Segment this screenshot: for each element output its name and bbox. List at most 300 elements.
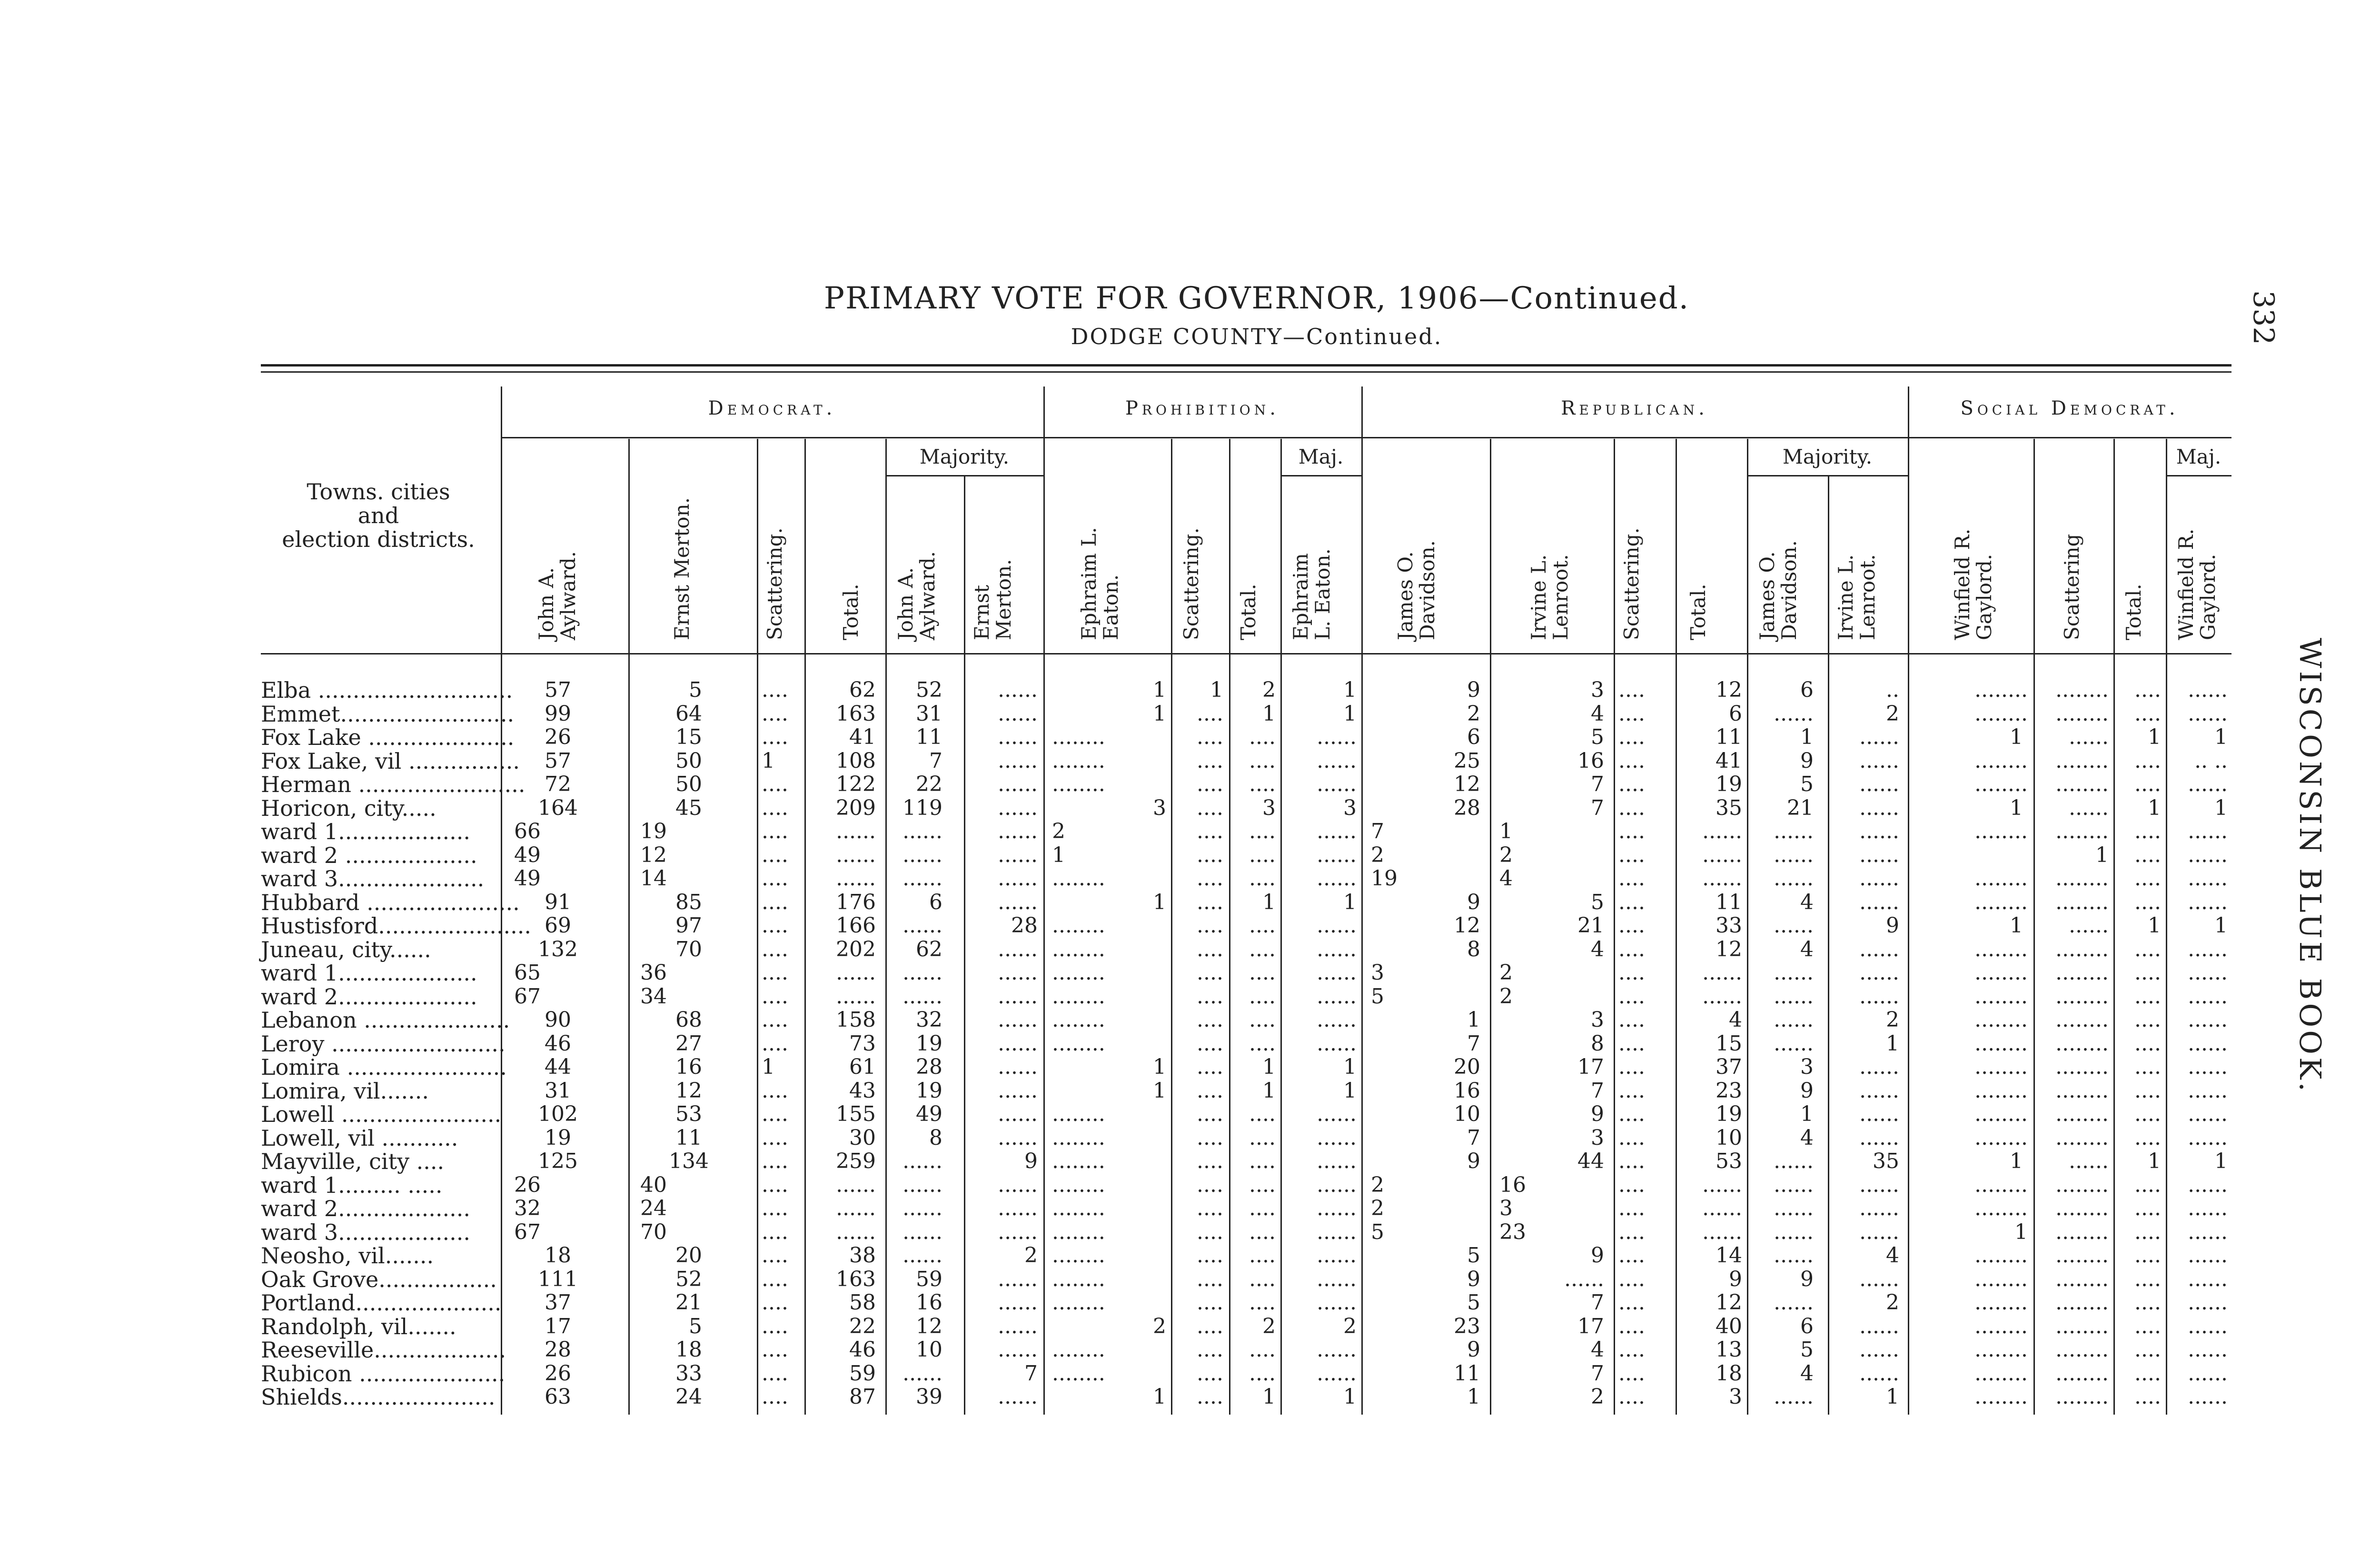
column-header: Scattering (2060, 534, 2083, 640)
vote-cell: ...... (2188, 1126, 2228, 1150)
vote-cell: 49 (514, 866, 541, 891)
vote-cell: 1 (1262, 890, 1276, 914)
vote-cell: 1 (1153, 1079, 1166, 1103)
vote-cell: 62 (849, 678, 876, 702)
town-name: ward 1................... (261, 819, 470, 844)
vote-cell: .. .. (2194, 749, 2228, 773)
vote-cell: ...... (1774, 1149, 1814, 1173)
vote-cell: 1 (2148, 796, 2161, 820)
vote-cell: 5 (1467, 1243, 1480, 1268)
vote-cell: 85 (675, 890, 702, 914)
vote-cell: ...... (1317, 1220, 1357, 1244)
vote-cell: .... (1249, 913, 1276, 938)
vote-cell: .... (762, 796, 788, 820)
running-head: WISCONSIN BLUE BOOK. (2293, 638, 2328, 1095)
vote-cell: 50 (675, 749, 702, 773)
vote-cell: ........ (1052, 1290, 1105, 1315)
vote-cell: ........ (1052, 1126, 1105, 1150)
vote-cell: 12 (1716, 937, 1742, 961)
table-row (0, 725, 2380, 749)
vote-cell: 1 (1343, 1385, 1357, 1409)
table-row (0, 1197, 2380, 1220)
vote-cell: 10 (916, 1338, 942, 1362)
vote-cell: ...... (1317, 1267, 1357, 1291)
vote-cell: .... (1618, 702, 1645, 726)
vote-cell: ........ (1974, 1338, 2028, 1362)
vote-cell: .... (1197, 1290, 1223, 1315)
vote-cell: ........ (1974, 1126, 2028, 1150)
vote-cell: 3 (1343, 796, 1357, 820)
vote-cell: ...... (1859, 1361, 1899, 1386)
vote-cell: 5 (1371, 1220, 1384, 1244)
vote-cell: 111 (538, 1267, 578, 1291)
vote-cell: ........ (2055, 772, 2109, 796)
vote-cell: .... (1618, 1126, 1645, 1150)
table-row (0, 1385, 2380, 1409)
table-row (0, 1268, 2380, 1291)
vote-cell: ...... (1859, 961, 1899, 985)
vote-cell: ...... (1859, 1196, 1899, 1220)
vote-cell: ........ (2055, 1008, 2109, 1032)
vote-cell: .... (1197, 937, 1223, 961)
column-header: Total. (1237, 584, 1260, 640)
vote-cell: .... (1618, 984, 1645, 1009)
town-name: Horicon, city..... (261, 795, 436, 821)
vote-cell: 12 (1716, 1290, 1742, 1315)
vote-cell: 9 (1467, 890, 1480, 914)
table-row (0, 1055, 2380, 1079)
vote-cell: 49 (916, 1102, 942, 1126)
vote-cell: ........ (2055, 1290, 2109, 1315)
vote-cell: 6 (1800, 1314, 1814, 1338)
vote-cell: 9 (1591, 1102, 1604, 1126)
vote-cell: ...... (1774, 1243, 1814, 1268)
vote-cell: 1 (1210, 678, 1223, 702)
vote-cell: ...... (998, 725, 1038, 749)
vote-cell: 1 (1467, 1008, 1480, 1032)
vote-cell: 2 (1262, 1314, 1276, 1338)
vote-cell: 2 (1262, 678, 1276, 702)
table-row (0, 867, 2380, 891)
vote-cell: 44 (1577, 1149, 1604, 1173)
vote-cell: ........ (1974, 1314, 2028, 1338)
vote-cell: ........ (2055, 1196, 2109, 1220)
vote-cell: 19 (640, 819, 667, 843)
vote-cell: ...... (1774, 1196, 1814, 1220)
vote-cell: .... (2134, 1126, 2161, 1150)
vote-cell: .... (1249, 1126, 1276, 1150)
vote-cell: 24 (675, 1385, 702, 1409)
vote-cell: 6 (929, 890, 942, 914)
vote-cell: .... (1197, 1196, 1223, 1220)
vote-cell: ........ (1052, 1243, 1105, 1268)
page-title: PRIMARY VOTE FOR GOVERNOR, 1906—Continued. (823, 281, 1690, 316)
vote-cell: ...... (1774, 843, 1814, 867)
vote-cell: ...... (998, 1102, 1038, 1126)
vote-cell: .... (1197, 1361, 1223, 1386)
vote-cell: ...... (2188, 890, 2228, 914)
vote-cell: 59 (849, 1361, 876, 1386)
vote-cell: 1 (2148, 913, 2161, 938)
vote-cell: ...... (1859, 843, 1899, 867)
table-row (0, 749, 2380, 773)
vote-cell: .... (1618, 1173, 1645, 1197)
vote-cell: ...... (2188, 1220, 2228, 1244)
vote-cell: .... (2134, 749, 2161, 773)
vote-cell: 3 (1153, 796, 1166, 820)
vote-cell: .... (2134, 866, 2161, 891)
vote-cell: ........ (1974, 1031, 2028, 1056)
vote-cell: .... (2134, 1055, 2161, 1079)
vote-cell: 12 (1454, 913, 1480, 938)
vote-cell: .. (1886, 678, 1899, 702)
subhead-majority-republican: Majority. (1782, 445, 1873, 468)
vote-cell: .... (1618, 1102, 1645, 1126)
vote-cell: ...... (1317, 1173, 1357, 1197)
vote-cell: ...... (998, 937, 1038, 961)
vote-cell: 9 (1886, 913, 1899, 938)
vote-cell: ........ (1052, 1338, 1105, 1362)
vote-cell: 25 (1454, 749, 1480, 773)
vote-cell: .... (762, 1361, 788, 1386)
vote-cell: 2 (1371, 1196, 1384, 1220)
town-name: ward 1......... ..... (261, 1172, 443, 1198)
town-name: Fox Lake, vil ................ (261, 748, 520, 774)
vote-cell: ...... (1317, 1008, 1357, 1032)
town-name: Rubicon ..................... (261, 1361, 506, 1387)
vote-cell: ...... (1317, 1361, 1357, 1386)
vote-cell: 9 (1467, 1267, 1480, 1291)
vote-cell: 5 (1800, 772, 1814, 796)
vote-cell: ........ (1974, 1173, 2028, 1197)
vote-cell: ........ (1052, 1008, 1105, 1032)
vote-cell: ...... (998, 1267, 1038, 1291)
vote-cell: ........ (2055, 1055, 2109, 1079)
table-row (0, 1362, 2380, 1386)
vote-cell: .... (1249, 843, 1276, 867)
vote-cell: ...... (902, 1196, 942, 1220)
vote-cell: 23 (1454, 1314, 1480, 1338)
vote-cell: .... (2134, 1220, 2161, 1244)
vote-cell: ...... (902, 843, 942, 867)
vote-cell: 99 (545, 702, 571, 726)
vote-cell: 1 (1343, 702, 1357, 726)
vote-cell: ...... (998, 1173, 1038, 1197)
vote-cell: .... (1249, 1173, 1276, 1197)
vote-cell: .... (2134, 1008, 2161, 1032)
vote-cell: ........ (1052, 725, 1105, 749)
vote-cell: 8 (929, 1126, 942, 1150)
vote-cell: ...... (1774, 1385, 1814, 1409)
vote-cell: ........ (2055, 1126, 2109, 1150)
vote-cell: 73 (849, 1031, 876, 1056)
vote-cell: 7 (1591, 1361, 1604, 1386)
vote-cell: ...... (1702, 1196, 1742, 1220)
vote-cell: 1 (1800, 1102, 1814, 1126)
vote-cell: ........ (1052, 749, 1105, 773)
vote-cell: ...... (998, 890, 1038, 914)
vote-cell: 119 (902, 796, 942, 820)
vote-cell: .... (762, 702, 788, 726)
vote-cell: 163 (836, 1267, 876, 1291)
vote-cell: 2 (1371, 843, 1384, 867)
vote-cell: ........ (2055, 1173, 2109, 1197)
vote-cell: 11 (1716, 890, 1742, 914)
vote-cell: 3 (1499, 1196, 1513, 1220)
vote-cell: ...... (998, 1314, 1038, 1338)
vote-cell: 259 (836, 1149, 876, 1173)
vote-cell: ...... (998, 1008, 1038, 1032)
vote-cell: ...... (2069, 913, 2109, 938)
vote-cell: 23 (1499, 1220, 1526, 1244)
vote-cell: 6 (1729, 702, 1742, 726)
vote-cell: 2 (1886, 1290, 1899, 1315)
vote-cell: ...... (1317, 1031, 1357, 1056)
town-name: ward 2................... (261, 1196, 470, 1221)
vote-cell: .... (1197, 1055, 1223, 1079)
vote-cell: .... (1249, 866, 1276, 891)
town-name: Lowell ....................... (261, 1101, 502, 1127)
vote-cell: ........ (2055, 702, 2109, 726)
vote-cell: 66 (514, 819, 541, 843)
vote-cell: 9 (1024, 1149, 1038, 1173)
vote-cell: ...... (1702, 984, 1742, 1009)
vote-cell: ...... (1702, 1173, 1742, 1197)
vote-cell: .... (762, 1126, 788, 1150)
vote-cell: 26 (545, 1361, 571, 1386)
vote-cell: .... (1197, 1031, 1223, 1056)
vote-cell: 7 (1591, 1290, 1604, 1315)
vote-cell: ...... (1702, 819, 1742, 843)
vote-cell: 19 (545, 1126, 571, 1150)
vote-cell: ........ (1974, 1385, 2028, 1409)
vote-cell: ........ (1974, 890, 2028, 914)
vote-cell: 21 (675, 1290, 702, 1315)
vote-cell: 4 (1800, 1126, 1814, 1150)
table-row (0, 1173, 2380, 1197)
vote-cell: .... (1197, 843, 1223, 867)
vote-cell: ........ (1974, 772, 2028, 796)
vote-cell: ........ (1974, 866, 2028, 891)
vote-cell: .... (1197, 1173, 1223, 1197)
vote-cell: 23 (1716, 1079, 1742, 1103)
vote-cell: ...... (1774, 702, 1814, 726)
vote-cell: ...... (1317, 1196, 1357, 1220)
vote-cell: ...... (1317, 819, 1357, 843)
table-row (0, 891, 2380, 914)
vote-cell: .... (2134, 1361, 2161, 1386)
vote-cell: 26 (545, 725, 571, 749)
town-name: Herman ........................ (261, 772, 526, 797)
vote-cell: .... (1618, 961, 1645, 985)
vote-cell: 3 (1371, 961, 1384, 985)
vote-cell: .... (2134, 1314, 2161, 1338)
vote-cell: 125 (538, 1149, 578, 1173)
vote-cell: 2 (1499, 961, 1513, 985)
town-name: Juneau, city...... (261, 937, 431, 962)
vote-cell: .... (2134, 678, 2161, 702)
vote-cell: .... (1197, 1220, 1223, 1244)
vote-cell: .... (2134, 819, 2161, 843)
vote-cell: 9 (1467, 678, 1480, 702)
vote-cell: 3 (1729, 1385, 1742, 1409)
vote-cell: 46 (545, 1031, 571, 1056)
vote-cell: .... (2134, 702, 2161, 726)
vote-cell: 1 (1153, 890, 1166, 914)
vote-cell: ........ (1974, 937, 2028, 961)
table-row (0, 1220, 2380, 1244)
vote-cell: 16 (1499, 1173, 1526, 1197)
vote-cell: 31 (545, 1079, 571, 1103)
vote-cell: 16 (675, 1055, 702, 1079)
table-row (0, 796, 2380, 820)
vote-cell: ........ (1974, 1243, 2028, 1268)
vote-cell: 1 (1800, 725, 1814, 749)
vote-cell: ...... (998, 796, 1038, 820)
vote-cell: .... (1197, 866, 1223, 891)
vote-cell: ...... (1859, 1338, 1899, 1362)
vote-cell: 1 (1262, 1079, 1276, 1103)
vote-cell: 10 (1454, 1102, 1480, 1126)
vote-cell: .... (1249, 1220, 1276, 1244)
vote-cell: .... (1197, 1102, 1223, 1126)
vote-cell: ...... (2188, 1385, 2228, 1409)
town-name: Hubbard ...................... (261, 890, 520, 915)
vote-cell: 52 (916, 678, 942, 702)
table-row (0, 820, 2380, 843)
vote-cell: .... (1249, 772, 1276, 796)
table-row (0, 773, 2380, 796)
vote-cell: ........ (1974, 1008, 2028, 1032)
town-name: Lomira, vil....... (261, 1078, 429, 1104)
vote-cell: ........ (2055, 678, 2109, 702)
vote-cell: 6 (1800, 678, 1814, 702)
vote-cell: 1 (2214, 725, 2228, 749)
vote-cell: ...... (902, 1149, 942, 1173)
vote-cell: ...... (2188, 843, 2228, 867)
vote-cell: ........ (1974, 984, 2028, 1009)
table-row (0, 1338, 2380, 1362)
vote-cell: 108 (836, 749, 876, 773)
vote-cell: .... (1197, 1314, 1223, 1338)
vote-cell: ........ (1974, 749, 2028, 773)
vote-cell: 28 (1011, 913, 1038, 938)
town-name: Randolph, vil....... (261, 1314, 456, 1339)
vote-cell: .... (1618, 1149, 1645, 1173)
vote-cell: .... (1249, 1031, 1276, 1056)
vote-cell: 2 (1343, 1314, 1357, 1338)
vote-cell: 44 (545, 1055, 571, 1079)
vote-cell: 3 (1591, 678, 1604, 702)
vote-cell: .... (1618, 843, 1645, 867)
vote-cell: .... (1249, 749, 1276, 773)
vote-cell: 19 (1716, 772, 1742, 796)
vote-cell: ...... (1317, 961, 1357, 985)
vote-cell: 2 (1886, 702, 1899, 726)
vote-cell: 5 (1591, 725, 1604, 749)
vote-cell: ........ (1974, 1079, 2028, 1103)
vote-cell: 12 (640, 843, 667, 867)
subhead-majority-democrat: Majority. (919, 445, 1010, 468)
vote-cell: ...... (836, 961, 876, 985)
vote-cell: 18 (675, 1338, 702, 1362)
vote-cell: .... (2134, 961, 2161, 985)
vote-cell: ...... (1859, 796, 1899, 820)
vote-cell: .... (762, 1008, 788, 1032)
vote-cell: ........ (2055, 890, 2109, 914)
vote-cell: 70 (675, 937, 702, 961)
vote-cell: .... (1618, 866, 1645, 891)
vote-cell: ........ (1052, 866, 1105, 891)
vote-cell: ........ (1052, 1102, 1105, 1126)
vote-cell: ...... (1859, 725, 1899, 749)
vote-cell: 122 (836, 772, 876, 796)
vote-cell: .... (1618, 678, 1645, 702)
vote-cell: 19 (916, 1079, 942, 1103)
vote-cell: 16 (1454, 1079, 1480, 1103)
vote-cell: .... (762, 1243, 788, 1268)
page-subtitle: DODGE COUNTY—Continued. (1071, 324, 1443, 349)
vote-cell: ...... (998, 1196, 1038, 1220)
vote-cell: .... (762, 1102, 788, 1126)
vote-cell: ...... (998, 1338, 1038, 1362)
vote-cell: ...... (836, 1196, 876, 1220)
vote-cell: 4 (1800, 890, 1814, 914)
vote-cell: 68 (675, 1008, 702, 1032)
vote-cell: ...... (902, 866, 942, 891)
table-row (0, 1291, 2380, 1315)
vote-cell: 4 (1886, 1243, 1899, 1268)
vote-cell: ...... (1774, 1008, 1814, 1032)
vote-cell: ...... (1859, 1267, 1899, 1291)
town-name: Emmet......................... (261, 701, 515, 727)
town-name: Reeseville................... (261, 1337, 506, 1363)
vote-cell: 2 (1052, 819, 1065, 843)
vote-cell: ........ (1052, 1267, 1105, 1291)
vote-cell: .... (2134, 1385, 2161, 1409)
table-row (0, 843, 2380, 867)
vote-cell: 53 (1716, 1149, 1742, 1173)
vote-cell: .... (1197, 961, 1223, 985)
vote-cell: ...... (2188, 1290, 2228, 1315)
vote-cell: 176 (836, 890, 876, 914)
vote-cell: ...... (998, 1220, 1038, 1244)
vote-cell: .... (1618, 937, 1645, 961)
vote-cell: 9 (1729, 1267, 1742, 1291)
vote-cell: ........ (1974, 1290, 2028, 1315)
vote-cell: 50 (675, 772, 702, 796)
vote-cell: 63 (545, 1385, 571, 1409)
vote-cell: .... (1618, 1008, 1645, 1032)
vote-cell: ...... (1774, 1031, 1814, 1056)
vote-cell: ........ (2055, 984, 2109, 1009)
vote-cell: 5 (1800, 1338, 1814, 1362)
vote-cell: ...... (998, 1126, 1038, 1150)
vote-cell: 12 (1716, 678, 1742, 702)
column-header: Total. (839, 584, 863, 640)
vote-cell: .... (1249, 1102, 1276, 1126)
vote-cell: .... (2134, 1338, 2161, 1362)
vote-cell: 14 (1716, 1243, 1742, 1268)
vote-cell: 11 (916, 725, 942, 749)
vote-cell: .... (1618, 1385, 1645, 1409)
vote-cell: 3 (1800, 1055, 1814, 1079)
vote-cell: 67 (514, 984, 541, 1009)
vote-cell: 20 (1454, 1055, 1480, 1079)
vote-cell: 59 (916, 1267, 942, 1291)
vote-cell: ........ (1974, 1102, 2028, 1126)
vote-cell: 9 (1800, 1267, 1814, 1291)
